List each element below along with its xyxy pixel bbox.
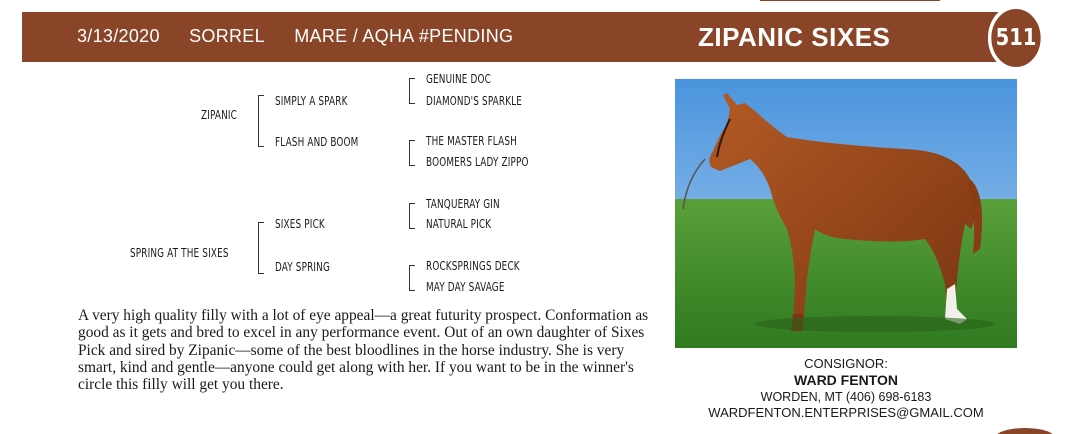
pedigree-sire: ZIPANIC xyxy=(201,108,238,122)
horse-name: ZIPANIC SIXES xyxy=(698,22,891,52)
horse-photo-illustration xyxy=(675,79,1017,348)
foal-date: 3/13/2020 xyxy=(77,26,160,46)
lot-header-bar xyxy=(22,12,1029,62)
pedigree-dam: SPRING AT THE SIXES xyxy=(130,246,229,260)
consignor-block xyxy=(675,356,1017,421)
pedigree-sire-sire-sire: GENUINE DOC xyxy=(426,72,491,86)
pedigree-dam-dam: DAY SPRING xyxy=(275,260,330,274)
pedigree-dam-dam-sire: ROCKSPRINGS DECK xyxy=(426,259,520,273)
horse-shadow xyxy=(755,316,995,332)
horse-photo xyxy=(675,79,1017,348)
pedigree-bracket xyxy=(409,140,415,166)
pedigree-dam-sire-dam: NATURAL PICK xyxy=(426,217,492,231)
lot-number: 511 xyxy=(995,25,1037,51)
sex-registry: MARE / AQHA #PENDING xyxy=(294,26,514,46)
pedigree-bracket xyxy=(409,203,415,229)
pedigree-sire-dam-dam: BOOMERS LADY ZIPPO xyxy=(426,155,529,169)
pedigree-bracket xyxy=(258,222,264,274)
pedigree-sire-sire: SIMPLY A SPARK xyxy=(275,94,348,108)
lot-info xyxy=(77,26,537,47)
consignor-name: WARD FENTON xyxy=(794,372,898,388)
lot-number-badge xyxy=(988,5,1044,71)
horse-color: SORREL xyxy=(189,26,265,46)
horse-description: A very high quality filly with a lot of eye appeal—a great futurity prospect. Conformation as good as it gets and bred to excel in any performance event. Out of an own daughter of Sixes Pick and sired by Zipanic—some of the best bloodlines in the horse industry. She is very smart, kind and gentle—anyone could get along with her. If you want to be in the winner's circle this filly will get you there. xyxy=(78,307,649,394)
consignor-location: WORDEN, MT (406) 698-6183 xyxy=(760,390,932,404)
pedigree-dam-sire: SIXES PICK xyxy=(275,217,325,231)
pedigree-sire-sire-dam: DIAMOND'S SPARKLE xyxy=(426,94,523,108)
pedigree-bracket xyxy=(409,78,415,104)
pedigree-dam-dam-dam: MAY DAY SAVAGE xyxy=(426,280,505,294)
pedigree-sire-dam: FLASH AND BOOM xyxy=(275,135,359,149)
pedigree-dam-sire-sire: TANQUERAY GIN xyxy=(426,197,500,211)
pedigree-bracket xyxy=(258,95,264,147)
consignor-email[interactable]: WARDFENTON.ENTERPRISES@GMAIL.COM xyxy=(708,405,984,420)
top-decorative-line xyxy=(760,0,940,4)
next-lot-badge-edge xyxy=(995,428,1055,434)
pedigree-bracket xyxy=(409,265,415,291)
pedigree-sire-dam-sire: THE MASTER FLASH xyxy=(426,134,517,148)
consignor-label: CONSIGNOR: xyxy=(804,356,888,371)
